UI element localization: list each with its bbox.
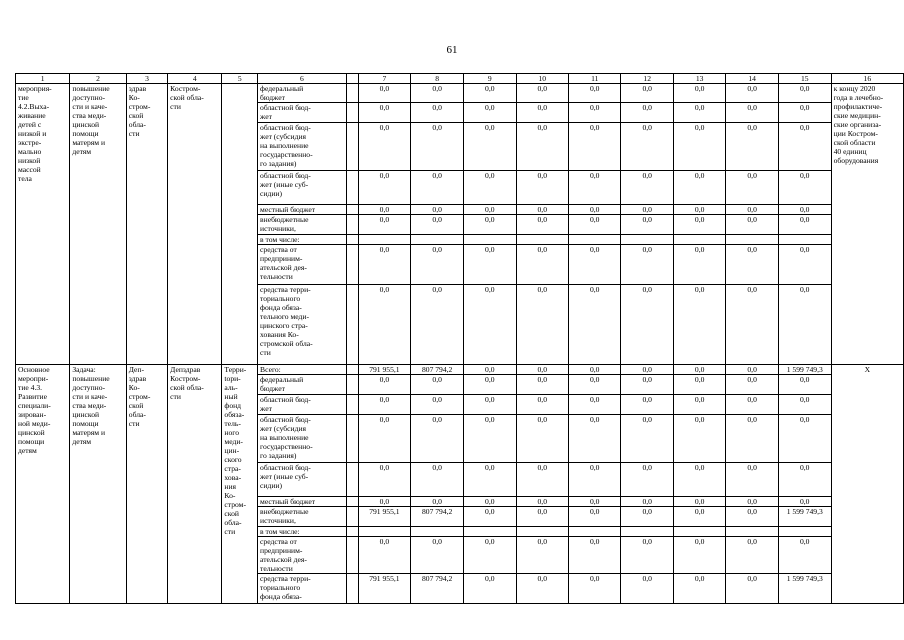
value-cell: 807 794,2 [411, 365, 464, 375]
value-cell: 0,0 [621, 215, 673, 235]
value-cell: 0,0 [358, 415, 411, 463]
funding-source: областной бюд- жет (субсидия на выполнение государственно- го задания) [258, 123, 347, 171]
value-cell: 807 794,2 [411, 507, 464, 527]
header-cell: 10 [516, 74, 568, 84]
value-cell: 0,0 [411, 497, 464, 507]
value-cell: 0,0 [464, 574, 516, 604]
value-cell: 0,0 [464, 537, 516, 574]
value-cell: 0,0 [778, 497, 831, 507]
value-cell: 0,0 [411, 84, 464, 103]
value-cell: 0,0 [778, 84, 831, 103]
value-cell: 0,0 [673, 123, 725, 171]
value-cell: 0,0 [673, 215, 725, 235]
cell-col1: Основное меропри- тие 4.3. Развитие специали- зирован- ной меди- цинской помощи детям [16, 365, 70, 604]
value-cell: 0,0 [568, 375, 620, 395]
value-cell [464, 527, 516, 537]
value-cell: 0,0 [516, 365, 568, 375]
cell-col5: Терри- tори- аль- ный фонд обяза- тель- ного меди- цин- ского стра- хова- ния Ко- стром- ской обла- сти [222, 365, 258, 604]
value-cell: 0,0 [568, 497, 620, 507]
value-cell [673, 527, 725, 537]
page-number: 61 [446, 44, 458, 56]
value-cell: 0,0 [621, 463, 673, 497]
value-cell: 0,0 [621, 507, 673, 527]
funding-source: средства терри- ториального фонда обяза- тельного меди- цинского стра- хования Ко- стромской обла- сти [258, 285, 347, 365]
cell-col5 [222, 84, 258, 365]
value-cell: 0,0 [726, 537, 778, 574]
value-cell: 0,0 [726, 205, 778, 215]
value-cell: 0,0 [621, 245, 673, 285]
value-cell: 0,0 [568, 245, 620, 285]
funding-source: областной бюд- жет [258, 103, 347, 123]
value-cell: 0,0 [358, 395, 411, 415]
value-cell: 0,0 [411, 375, 464, 395]
value-cell: 0,0 [358, 205, 411, 215]
cell-col3: здрав Ко- стром- ской обла- сти [126, 84, 167, 365]
blank-cell [346, 463, 358, 497]
blank-cell [346, 245, 358, 285]
value-cell: 0,0 [516, 245, 568, 285]
value-cell: 791 955,1 [358, 574, 411, 604]
value-cell: 0,0 [411, 245, 464, 285]
cell-col1: мероприя- тие 4.2.Выха- живание детей с низкой и экстре- мально низкой массой тела [16, 84, 70, 365]
value-cell [621, 527, 673, 537]
value-cell [568, 235, 620, 245]
cell-col2: повышение доступно- сти и каче- ства меди- цинской помощи матерям и детям [70, 84, 126, 365]
value-cell: 0,0 [358, 463, 411, 497]
blank-cell [346, 235, 358, 245]
funding-source: местный бюджет [258, 205, 347, 215]
funding-source: средства от предприним- ательской дея- тельности [258, 537, 347, 574]
value-cell: 0,0 [411, 103, 464, 123]
value-cell [516, 527, 568, 537]
value-cell [568, 527, 620, 537]
header-cell: 6 [258, 74, 347, 84]
header-cell: 16 [831, 74, 903, 84]
header-cell: 13 [673, 74, 725, 84]
header-cell: 14 [726, 74, 778, 84]
value-cell: 0,0 [464, 215, 516, 235]
value-cell: 0,0 [464, 365, 516, 375]
value-cell: 0,0 [726, 245, 778, 285]
value-cell: 0,0 [516, 537, 568, 574]
value-cell: 0,0 [464, 395, 516, 415]
value-cell: 0,0 [673, 497, 725, 507]
value-cell: 0,0 [464, 463, 516, 497]
value-cell: 0,0 [358, 103, 411, 123]
value-cell: 0,0 [358, 84, 411, 103]
value-cell: 0,0 [621, 103, 673, 123]
blank-cell [346, 395, 358, 415]
value-cell: 0,0 [726, 463, 778, 497]
cell-col3: Деп- здрав Ко- стром- ской обла- сти [126, 365, 167, 604]
value-cell: 0,0 [516, 103, 568, 123]
header-cell: 9 [464, 74, 516, 84]
value-cell: 0,0 [568, 507, 620, 527]
value-cell: 0,0 [726, 375, 778, 395]
value-cell: 791 955,1 [358, 507, 411, 527]
blank-cell [346, 171, 358, 205]
value-cell: 0,0 [621, 574, 673, 604]
header-cell: 15 [778, 74, 831, 84]
table-row [16, 365, 904, 375]
value-cell: 0,0 [621, 375, 673, 395]
blank-cell [346, 285, 358, 365]
value-cell: 0,0 [778, 375, 831, 395]
value-cell: 0,0 [621, 171, 673, 205]
value-cell: 0,0 [673, 285, 725, 365]
value-cell: 0,0 [464, 375, 516, 395]
cell-col16: Х [831, 365, 903, 604]
value-cell: 0,0 [726, 574, 778, 604]
value-cell: 0,0 [464, 507, 516, 527]
value-cell: 0,0 [411, 415, 464, 463]
value-cell: 0,0 [516, 574, 568, 604]
value-cell: 0,0 [778, 245, 831, 285]
header-cell: 11 [568, 74, 620, 84]
value-cell: 0,0 [621, 205, 673, 215]
value-cell [358, 235, 411, 245]
value-cell: 1 599 749,3 [778, 574, 831, 604]
value-cell: 0,0 [726, 497, 778, 507]
value-cell: 0,0 [464, 415, 516, 463]
header-cell: 4 [168, 74, 222, 84]
value-cell: 0,0 [673, 84, 725, 103]
value-cell: 0,0 [778, 537, 831, 574]
value-cell: 0,0 [358, 497, 411, 507]
value-cell: 0,0 [726, 171, 778, 205]
funding-source: внебюджетные источники, [258, 507, 347, 527]
header-cell: 5 [222, 74, 258, 84]
funding-source: областной бюд- жет (иные суб- сидии) [258, 463, 347, 497]
value-cell: 0,0 [464, 84, 516, 103]
blank-cell [346, 415, 358, 463]
cell-col2: Задача: повышение доступно- сти и каче- ства меди- цинской помощи матерям и детям [70, 365, 126, 604]
value-cell: 0,0 [516, 84, 568, 103]
header-cell [346, 74, 358, 84]
value-cell: 807 794,2 [411, 574, 464, 604]
funding-source: средства от предприним- ательской дея- тельности [258, 245, 347, 285]
budget-table [15, 73, 904, 604]
value-cell: 0,0 [726, 415, 778, 463]
value-cell: 0,0 [568, 395, 620, 415]
value-cell: 0,0 [673, 574, 725, 604]
value-cell: 0,0 [411, 395, 464, 415]
value-cell: 0,0 [516, 205, 568, 215]
value-cell [726, 527, 778, 537]
value-cell: 0,0 [673, 245, 725, 285]
value-cell: 0,0 [726, 365, 778, 375]
value-cell: 0,0 [568, 205, 620, 215]
value-cell: 0,0 [621, 537, 673, 574]
value-cell: 0,0 [673, 507, 725, 527]
value-cell: 0,0 [358, 215, 411, 235]
cell-col16: к концу 2020 года в лечебно- профилактиче- ские медицин- ские организа- ции Костром- ской области 40 единиц оборудования [831, 84, 903, 365]
value-cell: 0,0 [464, 205, 516, 215]
value-cell: 0,0 [568, 103, 620, 123]
value-cell: 0,0 [516, 375, 568, 395]
value-cell: 0,0 [673, 537, 725, 574]
value-cell: 0,0 [411, 205, 464, 215]
value-cell [358, 527, 411, 537]
funding-source: Всего: [258, 365, 347, 375]
value-cell: 0,0 [726, 84, 778, 103]
value-cell: 0,0 [516, 415, 568, 463]
value-cell: 0,0 [778, 395, 831, 415]
value-cell: 0,0 [568, 171, 620, 205]
value-cell: 0,0 [516, 395, 568, 415]
blank-cell [346, 205, 358, 215]
blank-cell [346, 537, 358, 574]
value-cell: 0,0 [778, 463, 831, 497]
value-cell: 0,0 [411, 171, 464, 205]
funding-source: в том числе: [258, 527, 347, 537]
value-cell: 0,0 [673, 205, 725, 215]
value-cell: 0,0 [621, 415, 673, 463]
funding-source: местный бюджет [258, 497, 347, 507]
funding-source: средства терри- ториального фонда обяза- [258, 574, 347, 604]
header-cell: 7 [358, 74, 411, 84]
value-cell: 0,0 [568, 84, 620, 103]
value-cell [621, 235, 673, 245]
value-cell: 0,0 [568, 463, 620, 497]
value-cell: 0,0 [464, 171, 516, 205]
blank-cell [346, 215, 358, 235]
value-cell: 0,0 [516, 123, 568, 171]
value-cell: 0,0 [516, 497, 568, 507]
value-cell [411, 235, 464, 245]
value-cell: 791 955,1 [358, 365, 411, 375]
value-cell: 1 599 749,3 [778, 507, 831, 527]
value-cell: 0,0 [358, 537, 411, 574]
value-cell: 0,0 [411, 285, 464, 365]
value-cell: 0,0 [464, 123, 516, 171]
value-cell: 0,0 [358, 285, 411, 365]
value-cell: 0,0 [464, 245, 516, 285]
funding-source: федеральный бюджет [258, 84, 347, 103]
value-cell: 0,0 [778, 123, 831, 171]
value-cell [778, 235, 831, 245]
blank-cell [346, 84, 358, 103]
value-cell: 0,0 [778, 215, 831, 235]
header-cell: 2 [70, 74, 126, 84]
cell-col4: Костром- ской обла- сти [168, 84, 222, 365]
value-cell: 0,0 [621, 123, 673, 171]
value-cell: 0,0 [673, 375, 725, 395]
value-cell [778, 527, 831, 537]
blank-cell [346, 507, 358, 527]
value-cell: 0,0 [516, 285, 568, 365]
value-cell: 0,0 [673, 365, 725, 375]
blank-cell [346, 527, 358, 537]
value-cell: 0,0 [568, 415, 620, 463]
value-cell: 0,0 [726, 285, 778, 365]
value-cell: 0,0 [516, 171, 568, 205]
cell-col4: Депздрав Костром- ской обла- сти [168, 365, 222, 604]
blank-cell [346, 574, 358, 604]
funding-source: федеральный бюджет [258, 375, 347, 395]
value-cell: 0,0 [516, 507, 568, 527]
value-cell: 0,0 [621, 497, 673, 507]
header-row [16, 74, 904, 84]
value-cell [411, 527, 464, 537]
value-cell: 0,0 [568, 365, 620, 375]
value-cell: 0,0 [726, 395, 778, 415]
value-cell: 0,0 [358, 245, 411, 285]
header-cell: 12 [621, 74, 673, 84]
value-cell: 0,0 [358, 123, 411, 171]
value-cell: 0,0 [568, 215, 620, 235]
value-cell: 0,0 [726, 507, 778, 527]
funding-source: областной бюд- жет [258, 395, 347, 415]
value-cell: 0,0 [673, 171, 725, 205]
value-cell: 0,0 [464, 285, 516, 365]
value-cell [673, 235, 725, 245]
funding-source: областной бюд- жет (иные суб- сидии) [258, 171, 347, 205]
funding-source: областной бюд- жет (субсидия на выполнение государственно- го задания) [258, 415, 347, 463]
table-row [16, 84, 904, 103]
value-cell: 0,0 [673, 395, 725, 415]
value-cell [464, 235, 516, 245]
value-cell: 0,0 [778, 171, 831, 205]
value-cell [516, 235, 568, 245]
value-cell [726, 235, 778, 245]
value-cell: 0,0 [621, 365, 673, 375]
header-cell: 3 [126, 74, 167, 84]
value-cell: 0,0 [778, 285, 831, 365]
value-cell: 0,0 [726, 123, 778, 171]
value-cell: 0,0 [621, 84, 673, 103]
funding-source: внебюджетные источники, [258, 215, 347, 235]
value-cell: 0,0 [621, 395, 673, 415]
value-cell: 0,0 [568, 537, 620, 574]
blank-cell [346, 365, 358, 375]
blank-cell [346, 497, 358, 507]
value-cell: 0,0 [411, 215, 464, 235]
value-cell: 0,0 [358, 171, 411, 205]
value-cell: 0,0 [516, 463, 568, 497]
value-cell: 0,0 [673, 103, 725, 123]
value-cell: 0,0 [778, 103, 831, 123]
value-cell: 0,0 [411, 463, 464, 497]
value-cell: 0,0 [673, 415, 725, 463]
value-cell: 0,0 [778, 205, 831, 215]
blank-cell [346, 375, 358, 395]
blank-cell [346, 103, 358, 123]
value-cell: 0,0 [516, 215, 568, 235]
value-cell: 0,0 [621, 285, 673, 365]
value-cell: 0,0 [568, 574, 620, 604]
funding-source: в том числе: [258, 235, 347, 245]
value-cell: 0,0 [358, 375, 411, 395]
value-cell: 0,0 [673, 463, 725, 497]
header-cell: 1 [16, 74, 70, 84]
value-cell: 0,0 [568, 123, 620, 171]
value-cell: 1 599 749,3 [778, 365, 831, 375]
value-cell: 0,0 [568, 285, 620, 365]
value-cell: 0,0 [411, 537, 464, 574]
header-cell: 8 [411, 74, 464, 84]
blank-cell [346, 123, 358, 171]
value-cell: 0,0 [726, 215, 778, 235]
value-cell: 0,0 [726, 103, 778, 123]
value-cell: 0,0 [464, 103, 516, 123]
value-cell: 0,0 [411, 123, 464, 171]
value-cell: 0,0 [778, 415, 831, 463]
value-cell: 0,0 [464, 497, 516, 507]
